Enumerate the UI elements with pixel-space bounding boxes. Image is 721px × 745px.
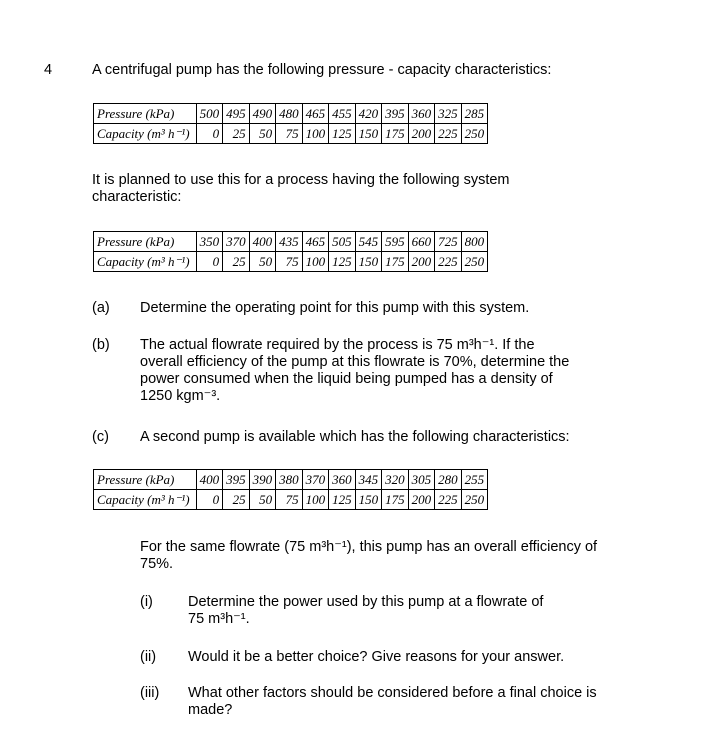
pump1-characteristics-table <box>93 103 488 144</box>
pump1-pressure-row <box>94 104 488 124</box>
pressure-cell: 370 <box>223 232 250 252</box>
part-a-label: (a) <box>92 300 110 316</box>
question-intro: A centrifugal pump has the following pressure - capacity characteristics: <box>92 62 552 78</box>
system-intro: It is planned to use this for a process having the following system characteristic: <box>92 172 510 205</box>
pressure-cell: 480 <box>276 104 303 124</box>
part-b-line: The actual flowrate required by the process is 75 m³h⁻¹. If the <box>140 337 535 353</box>
pressure-label: Pressure (kPa) <box>94 470 197 490</box>
sub-iii-text <box>188 685 597 719</box>
capacity-cell: 100 <box>302 124 329 144</box>
capacity-cell: 250 <box>461 252 488 272</box>
part-b-line: power consumed when the liquid being pumped has a density of <box>140 371 553 387</box>
capacity-cell: 200 <box>408 490 435 510</box>
pressure-cell: 505 <box>329 232 356 252</box>
sub-ii-text: Would it be a better choice? Give reasons for your answer. <box>188 649 565 665</box>
part-a-text: Determine the operating point for this pump with this system. <box>140 300 530 316</box>
capacity-cell: 25 <box>223 490 250 510</box>
part-b-label: (b) <box>92 337 110 353</box>
sub-iii-label: (iii) <box>140 685 160 701</box>
capacity-cell: 50 <box>249 490 276 510</box>
sub-i-label: (i) <box>140 594 153 610</box>
capacity-label: Capacity (m³ h⁻¹) <box>94 124 197 144</box>
pressure-cell: 280 <box>435 470 462 490</box>
sub-ii-label: (ii) <box>140 649 157 665</box>
capacity-cell: 125 <box>329 490 356 510</box>
capacity-cell: 150 <box>355 124 382 144</box>
capacity-cell: 225 <box>435 490 462 510</box>
capacity-cell: 250 <box>461 490 488 510</box>
same-flowrate-line: 75%. <box>140 556 174 572</box>
pressure-cell: 345 <box>355 470 382 490</box>
pressure-cell: 495 <box>223 104 250 124</box>
pressure-cell: 660 <box>408 232 435 252</box>
capacity-cell: 50 <box>249 124 276 144</box>
capacity-cell: 175 <box>382 124 409 144</box>
pressure-cell: 325 <box>435 104 462 124</box>
capacity-cell: 25 <box>223 124 250 144</box>
pressure-cell: 545 <box>355 232 382 252</box>
capacity-cell: 25 <box>223 252 250 272</box>
pressure-cell: 465 <box>302 232 329 252</box>
capacity-cell: 75 <box>276 252 303 272</box>
pump2-capacity-row <box>94 490 488 510</box>
question-number: 4 <box>44 62 53 78</box>
sub-iii-line: made? <box>188 702 233 718</box>
pressure-cell: 370 <box>302 470 329 490</box>
capacity-cell: 150 <box>355 252 382 272</box>
pressure-label: Pressure (kPa) <box>94 104 197 124</box>
sub-i-line: 75 m³h⁻¹. <box>188 611 250 627</box>
capacity-cell: 50 <box>249 252 276 272</box>
same-flowrate-line: For the same flowrate (75 m³h⁻¹), this pump has an overall efficiency of <box>140 539 598 555</box>
sub-i-text <box>188 594 543 628</box>
capacity-cell: 75 <box>276 124 303 144</box>
system-characteristics-table <box>93 231 488 272</box>
capacity-cell: 100 <box>302 252 329 272</box>
capacity-cell: 175 <box>382 490 409 510</box>
pressure-cell: 800 <box>461 232 488 252</box>
part-b-line: overall efficiency of the pump at this flowrate is 70%, determine the <box>140 354 570 370</box>
pressure-cell: 400 <box>249 232 276 252</box>
capacity-cell: 0 <box>196 490 223 510</box>
pressure-cell: 725 <box>435 232 462 252</box>
capacity-cell: 225 <box>435 252 462 272</box>
pressure-cell: 395 <box>223 470 250 490</box>
capacity-cell: 175 <box>382 252 409 272</box>
capacity-cell: 125 <box>329 252 356 272</box>
pressure-cell: 255 <box>461 470 488 490</box>
pump2-characteristics-table <box>93 469 488 510</box>
pressure-cell: 400 <box>196 470 223 490</box>
pressure-label: Pressure (kPa) <box>94 232 197 252</box>
capacity-cell: 75 <box>276 490 303 510</box>
part-b-text <box>140 337 569 405</box>
pressure-cell: 305 <box>408 470 435 490</box>
pressure-cell: 285 <box>461 104 488 124</box>
capacity-cell: 200 <box>408 124 435 144</box>
pressure-cell: 360 <box>408 104 435 124</box>
part-c-text: A second pump is available which has the following characteristics: <box>140 429 570 445</box>
pressure-cell: 320 <box>382 470 409 490</box>
pressure-cell: 435 <box>276 232 303 252</box>
pump2-pressure-row <box>94 470 488 490</box>
pressure-cell: 455 <box>329 104 356 124</box>
capacity-cell: 200 <box>408 252 435 272</box>
capacity-label: Capacity (m³ h⁻¹) <box>94 252 197 272</box>
capacity-cell: 100 <box>302 490 329 510</box>
pressure-cell: 360 <box>329 470 356 490</box>
system-capacity-row <box>94 252 488 272</box>
pressure-cell: 350 <box>196 232 223 252</box>
capacity-cell: 125 <box>329 124 356 144</box>
sub-i-line: Determine the power used by this pump at a flowrate of <box>188 594 544 610</box>
pressure-cell: 380 <box>276 470 303 490</box>
part-c-label: (c) <box>92 429 109 445</box>
capacity-cell: 150 <box>355 490 382 510</box>
same-flowrate-text <box>140 539 597 573</box>
pressure-cell: 395 <box>382 104 409 124</box>
sub-iii-line: What other factors should be considered before a final choice is <box>188 685 597 701</box>
pressure-cell: 595 <box>382 232 409 252</box>
capacity-cell: 225 <box>435 124 462 144</box>
part-b-line: 1250 kgm⁻³. <box>140 388 221 404</box>
pressure-cell: 500 <box>196 104 223 124</box>
capacity-cell: 250 <box>461 124 488 144</box>
capacity-cell: 0 <box>196 124 223 144</box>
pressure-cell: 420 <box>355 104 382 124</box>
pressure-cell: 465 <box>302 104 329 124</box>
capacity-label: Capacity (m³ h⁻¹) <box>94 490 197 510</box>
pump1-capacity-row <box>94 124 488 144</box>
capacity-cell: 0 <box>196 252 223 272</box>
system-pressure-row <box>94 232 488 252</box>
pressure-cell: 390 <box>249 470 276 490</box>
pressure-cell: 490 <box>249 104 276 124</box>
